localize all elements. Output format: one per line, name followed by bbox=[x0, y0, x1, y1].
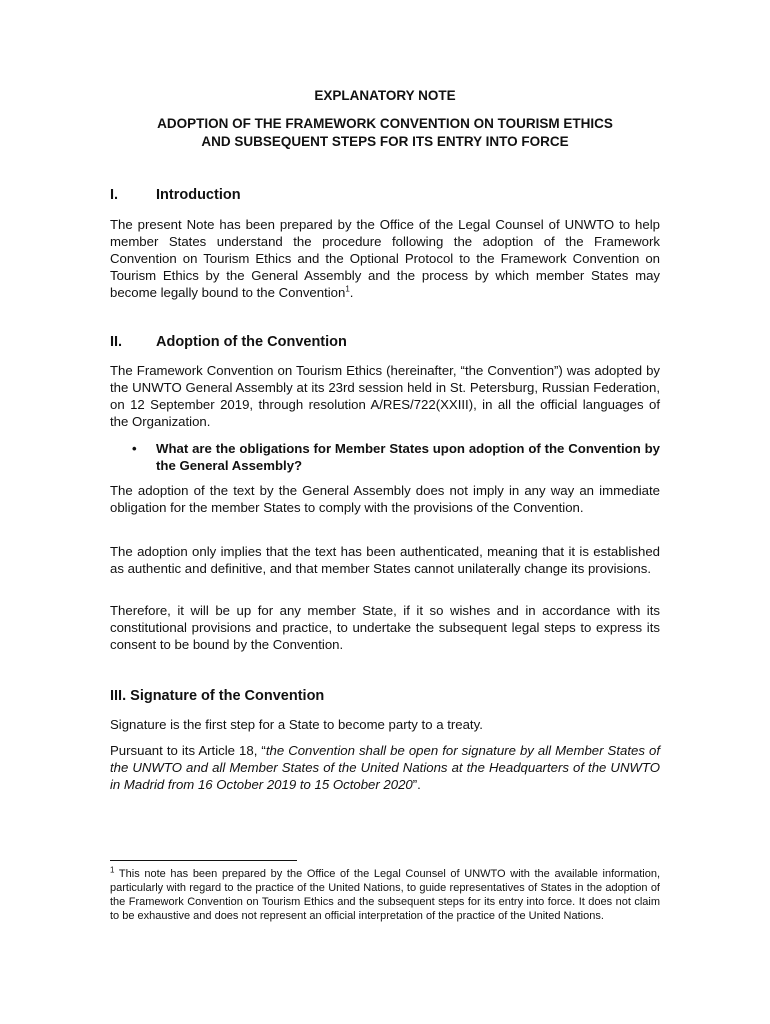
signature-paragraph-1: Signature is the first step for a State to become party to a treaty. bbox=[110, 717, 483, 732]
adoption-paragraph-4: Therefore, it will be up for any member State, if it so wishes and in accordance with its constitutional provisions and practice, to undertake the subsequent legal steps to express its consent to be bound by the Convention. bbox=[110, 603, 660, 652]
section-heading-signature: III. Signature of the Convention bbox=[110, 688, 325, 704]
section-number: II. bbox=[110, 334, 123, 350]
footnote-separator bbox=[110, 860, 297, 861]
bullet-icon: • bbox=[132, 441, 137, 456]
document-title: EXPLANATORY NOTE bbox=[314, 88, 456, 103]
footnote bbox=[110, 867, 660, 923]
document-subtitle-line-2: AND SUBSEQUENT STEPS FOR ITS ENTRY INTO FORCE bbox=[201, 134, 569, 149]
intro-paragraph bbox=[110, 216, 660, 301]
signature-paragraph-2 bbox=[110, 742, 660, 793]
adoption-paragraph-3: The adoption only implies that the text has been authenticated, meaning that it is established as authentic and definitive, and that member States cannot unilaterally change its provisions. bbox=[110, 544, 660, 576]
section-title: Introduction bbox=[156, 187, 241, 203]
document-subtitle-line-1: ADOPTION OF THE FRAMEWORK CONVENTION ON TOURISM ETHICS bbox=[157, 116, 613, 131]
article-18-lead: Pursuant to its Article 18, “ bbox=[110, 743, 266, 758]
footnote-number: 1 bbox=[110, 865, 115, 875]
section-heading-adoption bbox=[110, 334, 347, 350]
intro-paragraph-text: The present Note has been prepared by the Office of the Legal Counsel of UNWTO to help member States understand the procedure following the adoption of the Framework Convention on Tourism Ethics and the Optional Protocol to the Framework Convention on Tourism Ethics by the General Assembly and the process by which member States may become legally bound to the Convention bbox=[110, 217, 660, 300]
section-number: I. bbox=[110, 187, 119, 203]
section-heading-introduction bbox=[110, 187, 241, 203]
obligations-question-bullet bbox=[110, 440, 660, 474]
intro-paragraph-end: . bbox=[349, 285, 354, 300]
adoption-paragraph-2: The adoption of the text by the General Assembly does not imply in any way an immediate obligation for the member States to comply with the provisions of the Convention. bbox=[110, 483, 660, 515]
section-title: Adoption of the Convention bbox=[156, 334, 347, 350]
obligations-question-text: What are the obligations for Member States upon adoption of the Convention by the General Assembly? bbox=[156, 441, 660, 473]
footnote-text: This note has been prepared by the Office of the Legal Counsel of UNWTO with the available information, particularly with regard to the practice of the United Nations, to guide representatives of States in the adoption of the Framework Convention on Tourism Ethics and the subsequent steps for its entry into force. It does not claim to be exhaustive and does not represent an official interpretation of the practice of the United Nations. bbox=[110, 868, 660, 922]
footnote-reference[interactable]: 1 bbox=[345, 284, 350, 294]
article-18-tail: ”. bbox=[412, 777, 421, 792]
article-18-quote: the Convention shall be open for signature by all Member States of the UNWTO and all Member States of the United Nations at the Headquarters of the UNWTO in Madrid from 16 October 2019 to 15 October 2020 bbox=[110, 743, 660, 792]
adoption-paragraph-1: The Framework Convention on Tourism Ethics (hereinafter, “the Convention”) was adopted by the UNWTO General Assembly at its 23rd session held in St. Petersburg, Russian Federation, on 12 September 2019, through resolution A/RES/722(XXIII), in all the official languages of the Organization. bbox=[110, 363, 660, 429]
